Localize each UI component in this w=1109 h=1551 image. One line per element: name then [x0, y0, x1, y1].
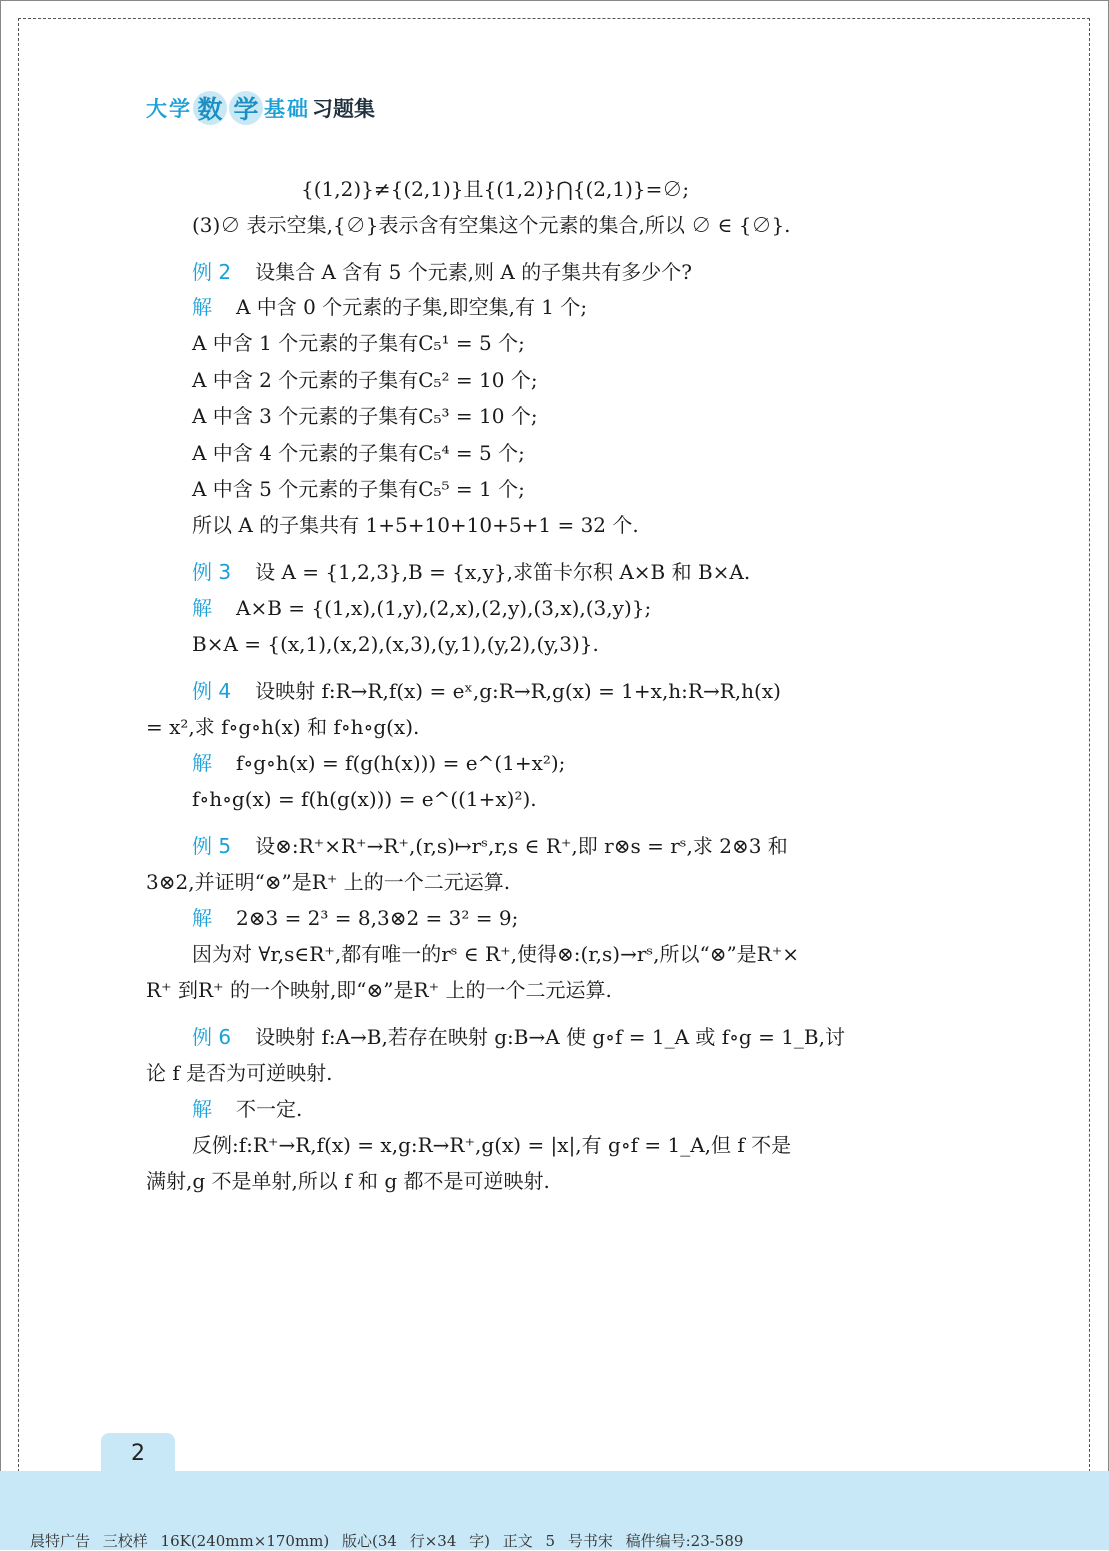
example-heading: 例 6 设映射 f:A→B,若存在映射 g:B→A 使 g∘f = 1_A 或 f∘g = 1_B,讨 [192, 1025, 845, 1049]
text-line: 因为对 ∀r,s∈R⁺,都有唯一的rˢ ∈ R⁺,使得⊗:(r,s)→rˢ,所以“⊗”是R⁺× [192, 942, 800, 966]
text-line: 反例:f:R⁺→R,f(x) = x,g:R→R⁺,g(x) = |x|,有 g∘f = 1_A,但 f 不是 [192, 1133, 792, 1157]
example-heading: 例 3 设 A = {1,2,3},B = {x,y},求笛卡尔积 A×B 和 B×A. [192, 560, 751, 584]
text-line: R⁺ 到R⁺ 的一个映射,即“⊗”是R⁺ 上的一个二元运算. [146, 978, 612, 1002]
text-line: A 中含 5 个元素的子集有C₅⁵ = 1 个; [192, 477, 525, 501]
text-line: {(1,2)}≠{(2,1)}且{(1,2)}⋂{(2,1)}=∅; [301, 177, 690, 201]
header-title-part1: 大学 [146, 97, 192, 121]
text-line: = x²,求 f∘g∘h(x) 和 f∘h∘g(x). [146, 715, 420, 739]
text-line: A 中含 1 个元素的子集有C₅¹ = 5 个; [192, 331, 525, 355]
text-line: f∘h∘g(x) = f(h(g(x))) = e^((1+x)²). [192, 787, 537, 811]
example-heading: 例 5 设⊗:R⁺×R⁺→R⁺,(r,s)↦rˢ,r,s ∈ R⁺,即 r⊗s = rˢ,求 2⊗3 和 [192, 834, 788, 858]
solution-line: 解 A 中含 0 个元素的子集,即空集,有 1 个; [192, 295, 588, 319]
header-circle-char-1: 数 [193, 91, 227, 125]
solution-line: 解 A×B = {(1,x),(1,y),(2,x),(2,y),(3,x),(3,y)}; [192, 596, 652, 620]
text-line: 所以 A 的子集共有 1+5+10+10+5+1 = 32 个. [192, 513, 639, 537]
example-heading: 例 4 设映射 f:R→R,f(x) = eˣ,g:R→R,g(x) = 1+x,h:R→R,h(x) [192, 679, 781, 703]
header-title-part2: 基础 [264, 97, 310, 121]
running-header [146, 88, 375, 128]
text-line: A 中含 4 个元素的子集有C₅⁴ = 5 个; [192, 441, 525, 465]
text-line: 满射,g 不是单射,所以 f 和 g 都不是可逆映射. [146, 1169, 550, 1193]
text-line: A 中含 2 个元素的子集有C₅² = 10 个; [192, 368, 538, 392]
header-title-part3: 习题集 [312, 97, 375, 121]
solution-line: 解 2⊗3 = 2³ = 8,3⊗2 = 3² = 9; [192, 906, 519, 930]
header-circle-char-2: 学 [229, 91, 263, 125]
solution-line: 解 不一定. [192, 1097, 303, 1121]
example-label: 例 2 [192, 260, 232, 284]
text-line: 3⊗2,并证明“⊗”是R⁺ 上的一个二元运算. [146, 870, 511, 894]
solution-label: 解 [192, 295, 212, 319]
example-heading: 例 2 设集合 A 含有 5 个元素,则 A 的子集共有多少个? [192, 260, 692, 284]
text-line: A 中含 3 个元素的子集有C₅³ = 10 个; [192, 404, 538, 428]
text-line: (3)∅ 表示空集,{∅}表示含有空集这个元素的集合,所以 ∅ ∈ {∅}. [192, 213, 791, 237]
solution-label: 解 [192, 596, 212, 620]
page-number: 2 [101, 1433, 175, 1473]
example-label: 例 4 [192, 679, 232, 703]
solution-label: 解 [192, 751, 212, 775]
solution-label: 解 [192, 1097, 212, 1121]
example-label: 例 6 [192, 1025, 232, 1049]
example-label: 例 5 [192, 834, 232, 858]
solution-label: 解 [192, 906, 212, 930]
solution-line: 解 f∘g∘h(x) = f(g(h(x))) = e^(1+x²); [192, 751, 566, 775]
print-info: 晨特广告 三校样 16K(240mm×170mm) 版心(34 行×34 字) 正文 5 号书宋 稿件编号:23-589 [30, 1532, 744, 1550]
text-line: B×A = {(x,1),(x,2),(x,3),(y,1),(y,2),(y,3)}. [192, 632, 599, 656]
example-label: 例 3 [192, 560, 232, 584]
text-line: 论 f 是否为可逆映射. [146, 1061, 333, 1085]
